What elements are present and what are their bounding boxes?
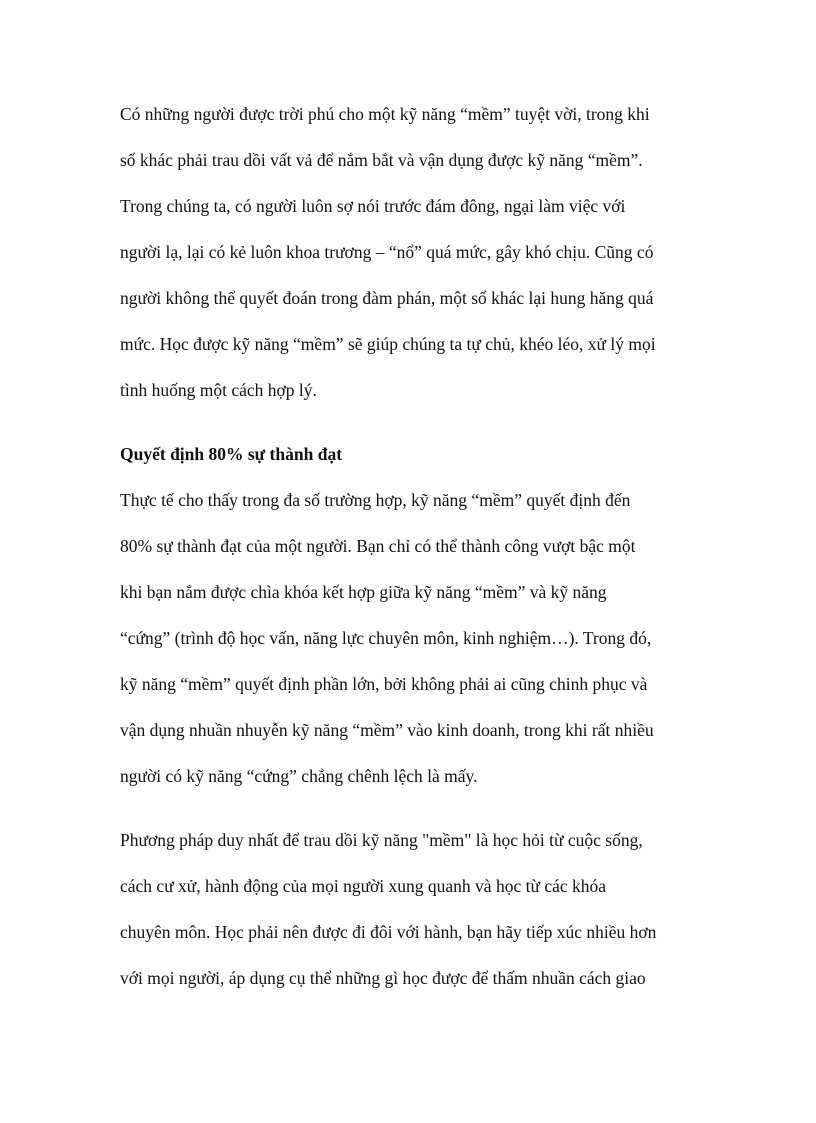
text-line: Thực tế cho thấy trong đa số trường hợp, kỹ năng “mềm” quyết định đến: [120, 490, 631, 510]
text-line: “cứng” (trình độ học vấn, năng lực chuyên môn, kinh nghiệm…). Trong đó,: [120, 628, 652, 648]
text-line: 80% sự thành đạt của một người. Bạn chỉ có thể thành công vượt bậc một: [120, 536, 636, 556]
text-line: người có kỹ năng “cứng” chẳng chênh lệch là mấy.: [120, 766, 478, 786]
text-line: người không thể quyết đoán trong đàm phán, một số khác lại hung hăng quá: [120, 288, 654, 308]
text-line: số khác phải trau dồi vất vả để nắm bắt và vận dụng được kỹ năng “mềm”.: [120, 150, 643, 170]
text-line: Trong chúng ta, có người luôn sợ nói trước đám đông, ngại làm việc với: [120, 196, 626, 216]
text-line: chuyên môn. Học phải nên được đi đôi với hành, bạn hãy tiếp xúc nhiều hơn: [120, 922, 657, 942]
section-heading: Quyết định 80% sự thành đạt: [120, 444, 343, 464]
text-line: với mọi người, áp dụng cụ thể những gì học được để thấm nhuần cách giao: [120, 968, 646, 988]
text-line: cách cư xử, hành động của mọi người xung quanh và học từ các khóa: [120, 876, 607, 896]
text-line: khi bạn nắm được chìa khóa kết hợp giữa kỹ năng “mềm” và kỹ năng: [120, 582, 607, 602]
text-line: Phương pháp duy nhất để trau dồi kỹ năng "mềm" là học hỏi từ cuộc sống,: [120, 830, 643, 850]
text-line: vận dụng nhuần nhuyễn kỹ năng “mềm” vào kinh doanh, trong khi rất nhiều: [120, 720, 654, 740]
text-line: người lạ, lại có kẻ luôn khoa trương – “nổ” quá mức, gây khó chịu. Cũng có: [120, 242, 654, 262]
text-line: tình huống một cách hợp lý.: [120, 380, 317, 400]
text-line: Có những người được trời phú cho một kỹ năng “mềm” tuyệt vời, trong khi: [120, 104, 650, 124]
text-line: mức. Học được kỹ năng “mềm” sẽ giúp chúng ta tự chủ, khéo léo, xử lý mọi: [120, 334, 656, 354]
text-line: kỹ năng “mềm” quyết định phần lớn, bởi không phải ai cũng chinh phục và: [120, 674, 648, 694]
